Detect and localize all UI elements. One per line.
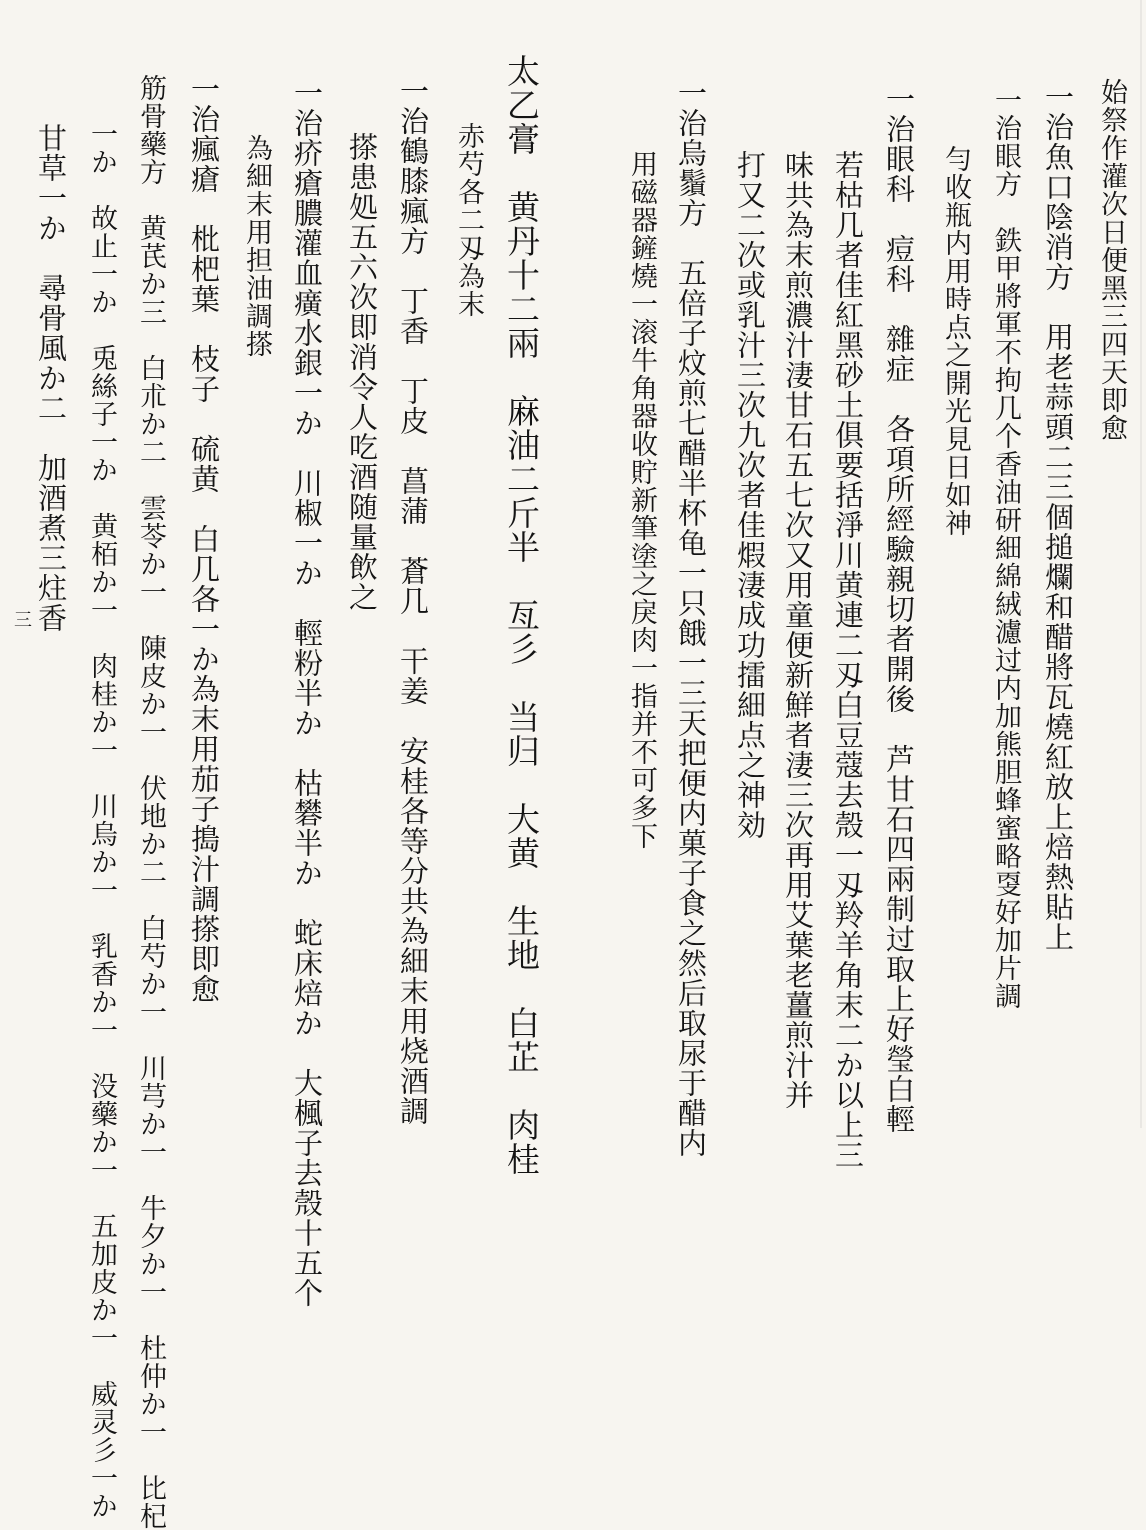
text-column-18: 筋骨藥方 黄芪か三 白朮か二 雲苓か一 陳皮か一 伏地か二 白芍か一 川芎か一 牛夕か一 杜仲か一 比杞	[135, 74, 166, 1530]
text-column-2: 一治魚口陰消方 用老蒜頭二三個搥爛和醋將瓦燒紅放上焙熱貼上	[1041, 82, 1075, 952]
text-column-20: 甘草一か 尋骨風か二 加酒煮三炷香	[34, 123, 68, 633]
text-column-6: 若枯几者佳紅黑砂土俱要括淨川黄連二刄白豆蔻去殼一刄羚羊角末二か以上三	[831, 150, 865, 1170]
text-column-14: 搽患処五六次即消令人吃酒随量飲之	[345, 132, 379, 612]
text-column-12: 赤芍各二刄為末	[453, 122, 484, 318]
text-column-10: 用磁器鏟燒一滚牛角器收貯新筆塗之戾肉一指并不可多下	[626, 150, 657, 850]
text-column-7: 味共為末煎濃汁淒甘石五七次又用童便新鮮者淒三次再用艾葉老薑煎汁并	[781, 150, 815, 1110]
text-column-11: 太乙膏 黄丹十二兩 麻油二斤半 亙彡 当归 大黄 生地 白芷 肉桂	[502, 54, 541, 1176]
text-column-17: 一治瘋瘡 枇杷葉 枝子 硫黄 白几各一か為末用茄子搗汁調搽即愈	[187, 74, 221, 1004]
text-column-3: 一治眼方 鉄甲將軍不拘几个香油研細綿絨濾过内加熊胆蜂蜜略㪅好加片調	[990, 86, 1021, 1010]
text-column-9: 一治烏鬚方 五倍子炆煎七醋半杯龟一只餓一三天把便内菓子食之然后取尿于醋内	[674, 78, 708, 1158]
text-column-19: 一か 故止一か 兎絲子一か 黄栢か一 肉桂か一 川烏か一 乳香か一 没藥か一 五加皮か一 威灵彡一か	[86, 120, 117, 1520]
text-column-8: 打又二次或乳汁三次九次者佳煆淒成功擂細点之神効	[733, 150, 767, 840]
text-column-13: 一治鶴膝瘋方 丁香 丁皮 菖蒲 蒼几 干姜 安桂各等分共為細末用烧酒調	[396, 76, 430, 1126]
text-column-16: 為細末用担油調搽	[241, 134, 272, 358]
text-column-1: 始祭作灌次日便黑三四天即愈	[1096, 78, 1127, 442]
page-edge-mark: 三	[11, 610, 32, 628]
text-column-4: 勻收瓶内用時点之開光見日如神	[940, 145, 971, 537]
text-column-5: 一治眼科 痘科 雜症 各項所經驗親切者開後 芦甘石四兩制过取上好瑩白輕	[882, 84, 916, 1134]
page-gutter-shadow	[1140, 0, 1142, 1128]
text-column-15: 一治疥瘡膿灌血癀水銀一か 川椒一か 輕粉半か 枯礬半か 蛇床焙か 大楓子去殼十五个	[290, 78, 324, 1308]
